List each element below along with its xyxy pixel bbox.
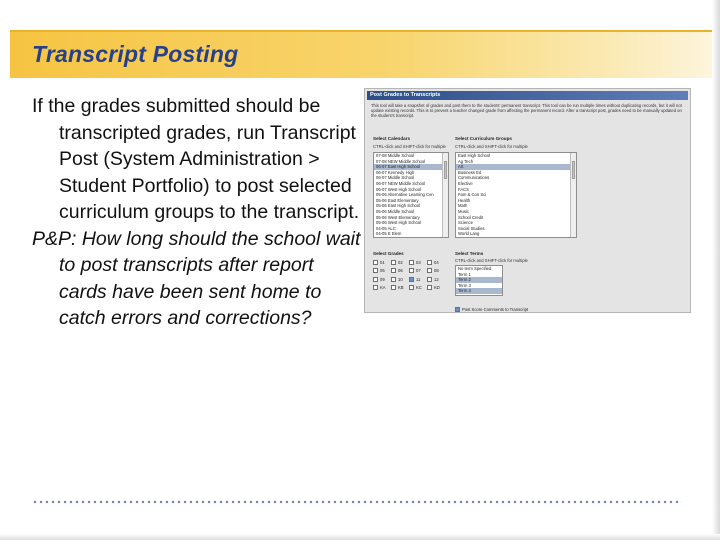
grade-checkbox[interactable] [409, 285, 414, 290]
calendar-option[interactable]: 05-06 Middle School [376, 208, 415, 214]
grade-label: 09 [380, 276, 385, 282]
grade-label: KA [380, 285, 386, 291]
grade-label: 03 [416, 260, 421, 265]
grade-label: 08 [434, 268, 439, 274]
groups-label: Select Curriculum Groups [455, 136, 512, 141]
calendar-option[interactable]: 05-06 East Elementary [376, 197, 419, 203]
grade-label: 10 [398, 276, 403, 282]
grade-checkbox-item[interactable] [373, 285, 391, 290]
calendar-option[interactable]: 05-06 West High School [376, 220, 422, 226]
grade-checkbox[interactable] [427, 268, 432, 273]
grade-checkbox[interactable] [373, 260, 378, 265]
curriculum-group-option[interactable]: Music [458, 208, 469, 214]
calendars-hint: CTRL-click and SHIFT-click for multiple [373, 144, 446, 149]
grade-checkbox-item[interactable] [391, 260, 409, 265]
calendar-option[interactable]: 04-05 ALC [376, 225, 396, 231]
slide-title: Transcript Posting [32, 41, 239, 67]
groups-hint: CTRL-click and SHIFT-click for multiple [455, 144, 528, 149]
post-grades-screenshot [364, 88, 691, 313]
curriculum-groups-listbox[interactable] [455, 152, 577, 238]
slide-body [32, 93, 362, 332]
post-comments-row[interactable] [455, 307, 528, 312]
grade-checkbox[interactable] [409, 268, 414, 273]
calendar-option[interactable]: 05-06 Alternative Learning Cen [376, 192, 434, 198]
curriculum-group-option[interactable]: Elective [458, 180, 473, 186]
body-paragraph-question: P&P: How long should the school wait to post transcripts after report cards have been sent home to catch errors and corrections? [32, 227, 361, 329]
post-comments-checkbox[interactable] [455, 307, 460, 312]
slide-edge-shadow-bottom [0, 534, 720, 540]
grade-checkbox-item[interactable] [391, 277, 409, 282]
curriculum-group-option[interactable]: Math [458, 203, 468, 209]
window-title: Post Grades to Transcripts [367, 91, 688, 100]
term-option[interactable]: Term 3 [458, 282, 471, 288]
term-option[interactable]: Term 2 [456, 277, 502, 283]
grade-checkbox[interactable] [427, 260, 432, 265]
grade-label: 01 [380, 260, 385, 265]
term-option[interactable]: Term 1 [458, 271, 471, 277]
calendar-option[interactable]: 06-07 Kennedy High [376, 169, 415, 175]
grade-label: 02 [398, 260, 403, 265]
term-option[interactable]: No term Specified [458, 266, 492, 271]
calendar-option[interactable]: 07-08 NEW Middle School [376, 158, 426, 164]
curriculum-group-option[interactable]: School Credit [458, 214, 484, 220]
slide-edge-shadow-right [712, 0, 720, 540]
grade-checkbox[interactable] [391, 285, 396, 290]
curriculum-group-option[interactable]: Fam & Con Sci [458, 192, 487, 198]
curriculum-group-option[interactable]: FACS [458, 186, 469, 192]
grade-label: 06 [398, 268, 403, 274]
grades-label: Select Grades [373, 251, 404, 256]
calendars-listbox[interactable] [373, 152, 449, 238]
groups-scrollbar[interactable] [570, 153, 576, 237]
calendar-option[interactable]: 05-06 West Elementary [376, 214, 420, 220]
grade-checkbox[interactable] [391, 260, 396, 265]
curriculum-group-option[interactable]: Health [458, 197, 471, 203]
terms-label: Select Terms [455, 251, 484, 256]
curriculum-group-option[interactable]: Ag Tech [458, 158, 474, 164]
grade-checkbox[interactable] [409, 260, 414, 265]
grade-label: KB [398, 285, 404, 291]
grade-checkbox[interactable] [427, 277, 432, 282]
curriculum-group-option[interactable]: Communications [458, 175, 490, 181]
post-comments-label: Post Score Comments to Transcript [462, 307, 529, 312]
body-paragraph-instructions: If the grades submitted should be transcripted grades, run Transcript Post (System Administration > Student Portfolio) to post selected curriculum groups to the transcript. [32, 95, 360, 223]
grade-label: 05 [380, 268, 385, 274]
grade-checkbox-item[interactable] [409, 268, 427, 273]
calendar-option[interactable]: 06-07 East High School [374, 164, 448, 170]
grade-label: 04 [434, 260, 439, 265]
calendar-option[interactable]: 07-08 Middle School [376, 153, 415, 158]
calendar-option[interactable]: 06-07 West High School [376, 186, 422, 192]
footer-dotted-line [32, 500, 682, 504]
tool-description: This tool will take a snapshot of grades and post them to the students' permanent transcript. This tool can be run multiple times without duplicating records, but it will not update existing records. This is to prevent a teacher changed grade from affecting the permanent record. After a transcript post, grades need to be manually updated on the student's transcript. [371, 103, 682, 119]
term-option[interactable]: Term 4 [456, 288, 502, 294]
grade-checkbox-item[interactable] [373, 277, 391, 282]
grade-checkbox-item[interactable] [427, 285, 445, 290]
terms-hint: CTRL-click and SHIFT-click for multiple [455, 258, 528, 263]
curriculum-group-option[interactable]: Art [456, 164, 576, 170]
grade-checkbox[interactable] [391, 277, 396, 282]
grades-checkbox-grid [373, 260, 445, 290]
grade-checkbox[interactable] [373, 285, 378, 290]
curriculum-group-option[interactable]: World Lang [458, 231, 480, 237]
curriculum-group-option[interactable]: Social Studies [458, 225, 485, 231]
grade-checkbox[interactable] [373, 268, 378, 273]
grade-checkbox[interactable] [373, 277, 378, 282]
grade-checkbox-item[interactable] [373, 260, 391, 265]
grade-label: 11 [416, 276, 421, 282]
calendar-option[interactable]: 06-07 Middle School [376, 175, 415, 181]
grade-checkbox-item[interactable] [427, 268, 445, 273]
grade-checkbox-item[interactable] [391, 268, 409, 273]
curriculum-group-option[interactable]: Business Ed [458, 169, 482, 175]
calendars-label: Select Calendars [373, 136, 411, 141]
curriculum-group-option[interactable]: East High School [458, 153, 491, 158]
title-bar [10, 30, 712, 78]
grade-label: 07 [416, 268, 421, 274]
calendars-scrollbar[interactable] [442, 153, 448, 237]
grade-checkbox-item[interactable] [391, 285, 409, 290]
calendar-option[interactable]: 06-07 NEW Middle School [376, 180, 426, 186]
grade-checkbox-item[interactable] [409, 285, 427, 290]
grade-label: 12 [434, 276, 439, 282]
grade-checkbox-item[interactable] [373, 268, 391, 273]
grade-checkbox[interactable] [391, 268, 396, 273]
grade-label: KC [416, 285, 422, 291]
grade-checkbox[interactable] [427, 285, 432, 290]
grade-checkbox[interactable] [409, 277, 414, 282]
calendar-option[interactable]: 05-06 East High School [376, 203, 420, 209]
grade-checkbox-item[interactable] [409, 260, 427, 265]
grade-checkbox-item[interactable] [409, 277, 427, 282]
terms-listbox[interactable] [455, 265, 503, 296]
grade-checkbox-item[interactable] [427, 260, 445, 265]
calendar-option[interactable]: 04-05 E Elem [376, 231, 402, 237]
grade-label: KD [434, 285, 440, 291]
grade-checkbox-item[interactable] [427, 277, 445, 282]
curriculum-group-option[interactable]: Science [458, 220, 473, 226]
